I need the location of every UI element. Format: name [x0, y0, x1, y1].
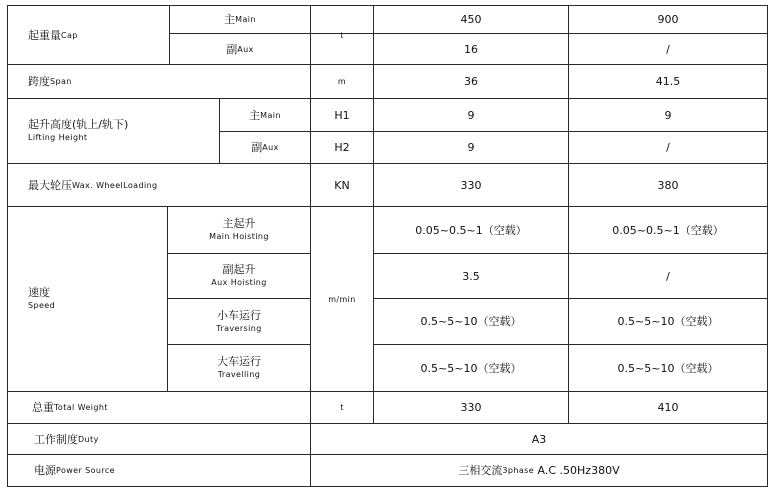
weight-label-en: Total Weight [54, 403, 108, 412]
wheel-value-a: 330 [460, 178, 482, 192]
lifting-main-cn: 主 [249, 108, 261, 122]
weight-value-a: 330 [460, 401, 482, 414]
capacity-aux-cn: 副 [226, 42, 238, 56]
power-value-rest: A.C .50Hz380V [534, 464, 620, 477]
speed-value-a: 0.5~5~10（空载） [420, 361, 522, 375]
speed-item-cn: 小车运行 [216, 308, 261, 322]
lifting-main-value-a: 9 [467, 108, 475, 122]
speed-label [8, 207, 167, 391]
wheel-unit: KN [334, 178, 350, 192]
lifting-aux-unit: H2 [334, 141, 350, 154]
lifting-aux-cn: 副 [251, 141, 263, 154]
speed-value-a: 0.05~0.5~1（空载） [415, 223, 527, 237]
weight-label-cn: 总重 [32, 401, 54, 414]
speed-value-b: 0.05~0.5~1（空载） [612, 223, 724, 237]
wheel-label-cn: 最大轮压 [28, 178, 72, 192]
lifting-aux-en: Aux [262, 143, 279, 152]
speed-value-b: 0.5~5~10（空载） [617, 361, 719, 375]
lifting-label-cn: 起升高度(轨上/轨下) [28, 118, 129, 131]
weight-value-b: 410 [657, 401, 679, 414]
lifting-label-en: Lifting Height [28, 133, 88, 142]
lifting-aux-label [220, 132, 310, 163]
span-label-cn: 跨度 [28, 75, 50, 88]
duty-label-en: Duty [78, 434, 99, 444]
capacity-aux-label [170, 34, 310, 64]
speed-item-cn: 大车运行 [217, 355, 261, 368]
duty-value: A3 [531, 432, 547, 446]
speed-value-b: 0.5~5~10（空载） [617, 315, 719, 328]
span-label [8, 65, 310, 98]
capacity-main-cn: 主 [224, 13, 236, 26]
lifting-main-en: Main [260, 110, 281, 120]
span-unit: m [337, 77, 347, 86]
span-value-b: 41.5 [655, 75, 681, 88]
span-value-a: 36 [464, 75, 478, 88]
speed-value-a: 3.5 [462, 269, 480, 283]
capacity-label-cn: 起重量 [28, 28, 61, 42]
lifting-label [8, 99, 219, 163]
speed-item-en: Travelling [217, 370, 261, 379]
speed-item-main-hoisting [168, 207, 310, 253]
speed-item-traversing [168, 299, 310, 344]
span-label-en: Span [50, 77, 72, 86]
power-value-cn: 三相交流 [458, 464, 503, 477]
lifting-aux-value-a: 9 [467, 141, 475, 154]
capacity-main-value-b: 900 [657, 13, 679, 26]
speed-item-en: Aux Hoisting [211, 278, 267, 287]
lifting-aux-value-b: / [666, 141, 670, 154]
wheel-label [8, 164, 310, 206]
power-label [8, 455, 310, 486]
power-value [311, 455, 767, 486]
speed-item-cn: 主起升 [222, 217, 256, 230]
wheel-value-b: 380 [657, 178, 679, 192]
power-label-cn: 电源 [34, 464, 56, 477]
speed-label-en: Speed [28, 301, 56, 310]
capacity-aux-value-a: 16 [464, 42, 478, 56]
speed-unit: m/min [328, 294, 356, 304]
speed-item-travelling [168, 345, 310, 391]
speed-value-b: / [666, 269, 670, 283]
speed-value-a: 0.5~5~10（空载） [420, 315, 522, 328]
lifting-main-unit: H1 [334, 108, 350, 122]
duty-label-cn: 工作制度 [34, 432, 78, 446]
wheel-label-en: Wax. WheelLoading [72, 180, 158, 190]
capacity-main-label [170, 6, 310, 33]
power-value-en: 3phase [502, 466, 535, 475]
duty-label [8, 424, 310, 454]
capacity-aux-value-b: / [666, 42, 670, 56]
capacity-label [8, 6, 169, 64]
lifting-main-label [220, 99, 310, 131]
speed-item-aux-hoisting [168, 254, 310, 298]
capacity-label-en: Cap [61, 30, 78, 40]
power-label-en: Power Source [56, 466, 116, 475]
speed-item-en: Main Hoisting [209, 232, 269, 241]
lifting-main-value-b: 9 [664, 108, 672, 122]
weight-unit: t [340, 403, 344, 412]
capacity-unit: t [340, 30, 344, 40]
speed-label-cn: 速度 [28, 286, 50, 299]
capacity-aux-en: Aux [237, 44, 254, 54]
capacity-main-en: Main [235, 15, 256, 24]
weight-label [8, 392, 310, 423]
speed-item-en: Traversing [216, 323, 262, 333]
speed-item-cn: 副起升 [222, 263, 256, 276]
capacity-main-value-a: 450 [460, 13, 482, 26]
